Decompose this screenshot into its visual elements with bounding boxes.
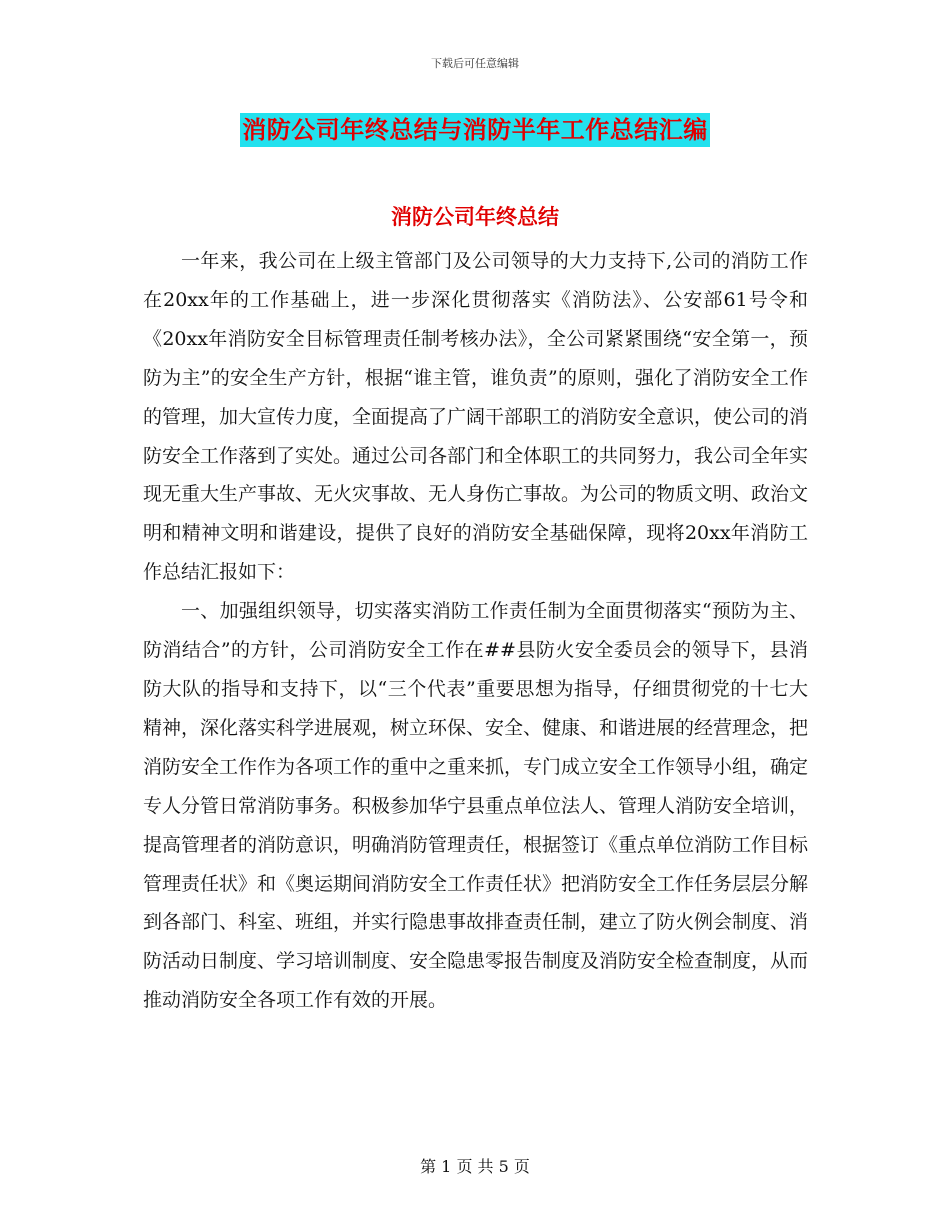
section-title: 消防公司年终总结 (391, 204, 559, 229)
page-number: 第 1 页 共 5 页 (420, 1157, 530, 1176)
document-title: 消防公司年终总结与消防半年工作总结汇编 (240, 113, 710, 147)
paragraph: 一年来，我公司在上级主管部门及公司领导的大力支持下,公司的消防工作在20xx年的工作基础上，进一步深化贯彻落实《消防法》、公安部61号令和《20xx年消防安全目标管理责任制考核办法》，全公司紧紧围绕“安全第一，预防为主”的安全生产方针，根据“谁主管，谁负责”的原则，强化了消防安全工作的管理，加大宣传力度，全面提高了广阔干部职工的消防安全意识，使公司的消防安全工作落到了实处。通过公司各部门和全体职工的共同努力，我公司全年实现无重大生产事故、无火灾事故、无人身伤亡事故。为公司的物质文明、政治文明和精神文明和谐建设，提供了良好的消防安全基础保障，现将20xx年消防工作总结汇报如下： (143, 250, 809, 584)
header-note: 下载后可任意编辑 (431, 57, 519, 70)
document-body (143, 242, 808, 1020)
document-title-container (0, 113, 950, 147)
paragraph: 一、加强组织领导，切实落实消防工作责任制为全面贯彻落实“预防为主、防消结合”的方针，公司消防安全工作在##县防火安全委员会的领导下，县消防大队的指导和支持下，以“三个代表”重要思想为指导，仔细贯彻党的十七大精神，深化落实科学进展观，树立环保、安全、健康、和谐进展的经营理念，把消防安全工作作为各项工作的重中之重来抓，专门成立安全工作领导小组，确定专人分管日常消防事务。积极参加华宁县重点单位法人、管理人消防安全培训，提高管理者的消防意识，明确消防管理责任，根据签订《重点单位消防工作目标管理责任状》和《奥运期间消防安全工作责任状》把消防安全工作任务层层分解到各部门、科室、班组，并实行隐患事故排查责任制，建立了防火例会制度、消防活动日制度、学习培训制度、安全隐患零报告制度及消防安全检查制度，从而推动消防安全各项工作有效的开展。 (143, 600, 809, 1012)
